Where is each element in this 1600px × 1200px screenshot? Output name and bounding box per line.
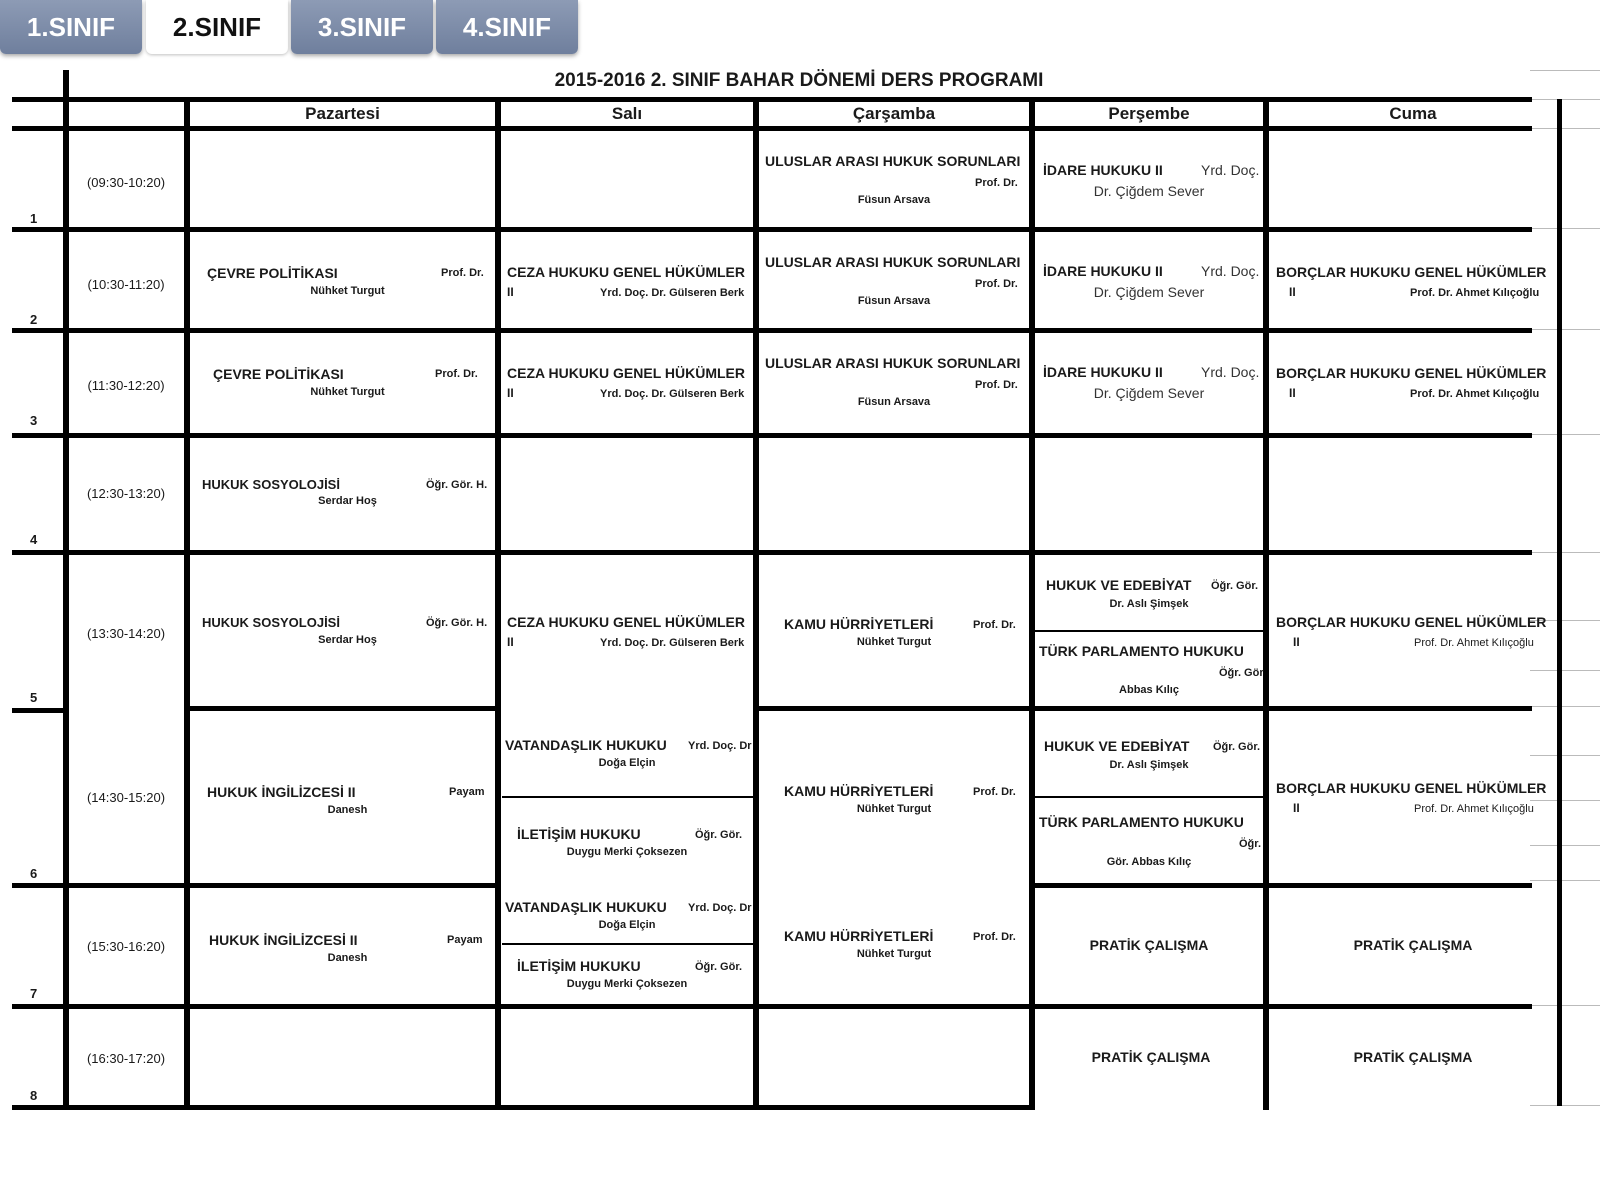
course-name: İLETİŞİM HUKUKU [517,958,641,974]
course-name: PRATİK ÇALIŞMA [1091,1049,1211,1065]
schedule-title: 2015-2016 2. SINIF BAHAR DÖNEMİ DERS PROGRAMI [554,70,1044,91]
period-time: (16:30-17:20) [86,1051,166,1066]
course-title: Prof. Dr. [973,619,1016,631]
course-title: Yrd. Doç. [1201,364,1260,380]
period-time: (09:30-10:20) [86,175,166,190]
course-name: BORÇLAR HUKUKU GENEL HÜKÜMLER [1276,264,1547,280]
period-time: (15:30-16:20) [86,939,166,954]
course-teacher: Dr. Çiğdem Sever [1093,385,1205,401]
course-title: Yrd. Doç. [1201,162,1260,178]
period-number: 5 [30,690,38,705]
course-line2: II [1289,285,1296,299]
course-teacher: Prof. Dr. Ahmet Kılıçoğlu [1410,388,1540,400]
course-name: ULUSLAR ARASI HUKUK SORUNLARI [765,254,1021,270]
course-name: ULUSLAR ARASI HUKUK SORUNLARI [765,153,1021,169]
course-title: Öğr. Gör [1219,667,1264,679]
course-name: HUKUK SOSYOLOJİSİ [202,615,340,630]
day-header: Perşembe [1108,104,1190,123]
course-teacher: Prof. Dr. Ahmet Kılıçoğlu [1414,637,1534,649]
course-name: PRATİK ÇALIŞMA [1089,937,1209,953]
course-line2: II [1293,801,1300,815]
period-time: (12:30-13:20) [86,486,166,501]
course-title: Yrd. Doç. Dr [688,740,752,752]
course-title: Öğr. Gör. [695,961,743,973]
course-name: HUKUK VE EDEBİYAT [1044,738,1190,754]
course-title: Prof. Dr. [975,379,1018,391]
margin-line [1530,706,1600,707]
margin-line [1530,552,1600,553]
course-name: KAMU HÜRRİYETLERİ [784,616,934,632]
tab-3-sinif[interactable]: 3.SINIF [291,0,433,54]
course-name: İDARE HUKUKU II [1043,263,1163,279]
course-teacher: Serdar Hoş [318,634,377,646]
course-line2: II [507,386,514,400]
margin-line [1530,70,1600,71]
course-teacher: Serdar Hoş [318,495,377,507]
course-title: Öğr. [1239,838,1262,850]
course-title: Yrd. Doç. [1201,263,1260,279]
course-name: PRATİK ÇALIŞMA [1353,1049,1473,1065]
course-name: İDARE HUKUKU II [1043,364,1163,380]
course-title: Payam [449,786,485,798]
course-teacher: Doğa Elçin [598,757,656,769]
margin-line [1530,128,1600,129]
period-number: 2 [30,312,38,327]
margin-line [1530,1005,1600,1006]
period-time: (10:30-11:20) [87,277,165,292]
margin-line [1530,1105,1600,1106]
tab-4-sinif[interactable]: 4.SINIF [436,0,578,54]
course-title: Prof. Dr. [975,278,1018,290]
period-time: (11:30-12:20) [87,378,165,393]
period-number: 3 [30,413,38,428]
course-teacher: Duygu Merki Çoksezen [566,978,688,990]
day-header: Pazartesi [305,104,380,123]
course-name: ÇEVRE POLİTİKASI [213,366,344,382]
margin-line [1530,434,1600,435]
course-name: TÜRK PARLAMENTO HUKUKU [1039,643,1244,659]
course-name: BORÇLAR HUKUKU GENEL HÜKÜMLER [1276,365,1547,381]
course-title: Öğr. Gör. [1211,580,1259,592]
course-teacher: Füsun Arsava [857,295,931,307]
margin-line [1530,755,1600,756]
course-name: KAMU HÜRRİYETLERİ [784,783,934,799]
period-time: (13:30-14:20) [86,626,166,641]
course-teacher: Prof. Dr. Ahmet Kılıçoğlu [1410,287,1540,299]
course-line2: II [507,635,514,649]
course-title: Yrd. Doç. Dr [688,902,752,914]
course-name: CEZA HUKUKU GENEL HÜKÜMLER [507,614,745,630]
margin-line [1530,800,1600,801]
course-title: Prof. Dr. [975,177,1018,189]
period-number: 4 [30,532,38,547]
course-teacher: Danesh [327,804,368,816]
course-name: VATANDAŞLIK HUKUKU [505,737,667,753]
course-title: Öğr. Gör. [1213,741,1261,753]
course-teacher: Abbas Kılıç [1119,684,1179,696]
course-line2: II [1289,386,1296,400]
margin-line [1530,228,1600,229]
margin-line [1530,670,1600,671]
course-teacher: Yrd. Doç. Dr. Gülseren Berk [600,388,745,400]
course-title: Prof. Dr. [973,786,1016,798]
course-teacher: Gör. Abbas Kılıç [1106,856,1192,868]
course-teacher: Yrd. Doç. Dr. Gülseren Berk [600,287,745,299]
course-title: Öğr. Gör. H. [426,479,488,491]
tab-1-sinif[interactable]: 1.SINIF [0,0,142,54]
day-header: Cuma [1389,104,1437,123]
course-name: HUKUK İNGİLİZCESİ II [207,784,356,800]
course-teacher: Nühket Turgut [310,386,385,398]
course-name: İDARE HUKUKU II [1043,162,1163,178]
margin-line [1530,845,1600,846]
course-title: Payam [447,934,483,946]
period-number: 1 [30,211,38,226]
course-name: HUKUK SOSYOLOJİSİ [202,477,340,492]
course-name: ULUSLAR ARASI HUKUK SORUNLARI [765,355,1021,371]
period-number: 8 [30,1088,38,1103]
course-title: Prof. Dr. [435,368,478,380]
course-title: Öğr. Gör. H. [426,617,488,629]
course-teacher: Füsun Arsava [857,194,931,206]
course-teacher: Prof. Dr. Ahmet Kılıçoğlu [1414,803,1534,815]
course-teacher: Nühket Turgut [856,636,932,648]
course-teacher: Dr. Çiğdem Sever [1093,284,1205,300]
course-teacher: Nühket Turgut [856,803,932,815]
course-teacher: Füsun Arsava [857,396,931,408]
course-title: Öğr. Gör. [695,829,743,841]
course-teacher: Danesh [327,952,368,964]
course-name: CEZA HUKUKU GENEL HÜKÜMLER [507,264,745,280]
course-teacher: Dr. Çiğdem Sever [1093,183,1205,199]
course-teacher: Duygu Merki Çoksezen [566,846,688,858]
course-teacher: Doğa Elçin [598,919,656,931]
course-title: Prof. Dr. [441,267,484,279]
course-line2: II [507,285,514,299]
course-teacher: Nühket Turgut [856,948,932,960]
course-name: BORÇLAR HUKUKU GENEL HÜKÜMLER [1276,780,1547,796]
course-teacher: Dr. Aslı Şimşek [1109,759,1189,771]
course-teacher: Dr. Aslı Şimşek [1109,598,1189,610]
course-name: VATANDAŞLIK HUKUKU [505,899,667,915]
course-name: ÇEVRE POLİTİKASI [207,265,338,281]
course-teacher: Yrd. Doç. Dr. Gülseren Berk [600,637,745,649]
course-name: HUKUK VE EDEBİYAT [1046,577,1192,593]
period-number: 7 [30,986,38,1001]
course-name: BORÇLAR HUKUKU GENEL HÜKÜMLER [1276,614,1547,630]
margin-line [1530,99,1600,100]
day-header: Çarşamba [852,104,936,123]
margin-line [1530,880,1600,881]
period-number: 6 [30,866,38,881]
course-name: KAMU HÜRRİYETLERİ [784,928,934,944]
margin-line [1530,329,1600,330]
course-line2: II [1293,635,1300,649]
course-name: PRATİK ÇALIŞMA [1353,937,1473,953]
period-time: (14:30-15:20) [86,790,166,805]
course-title: Prof. Dr. [973,931,1016,943]
course-name: CEZA HUKUKU GENEL HÜKÜMLER [507,365,745,381]
day-header: Salı [611,104,643,123]
course-name: TÜRK PARLAMENTO HUKUKU [1039,814,1244,830]
tab-2-sinif[interactable]: 2.SINIF [146,0,288,54]
course-name: İLETİŞİM HUKUKU [517,826,641,842]
course-name: HUKUK İNGİLİZCESİ II [209,932,358,948]
course-teacher: Nühket Turgut [310,285,385,297]
